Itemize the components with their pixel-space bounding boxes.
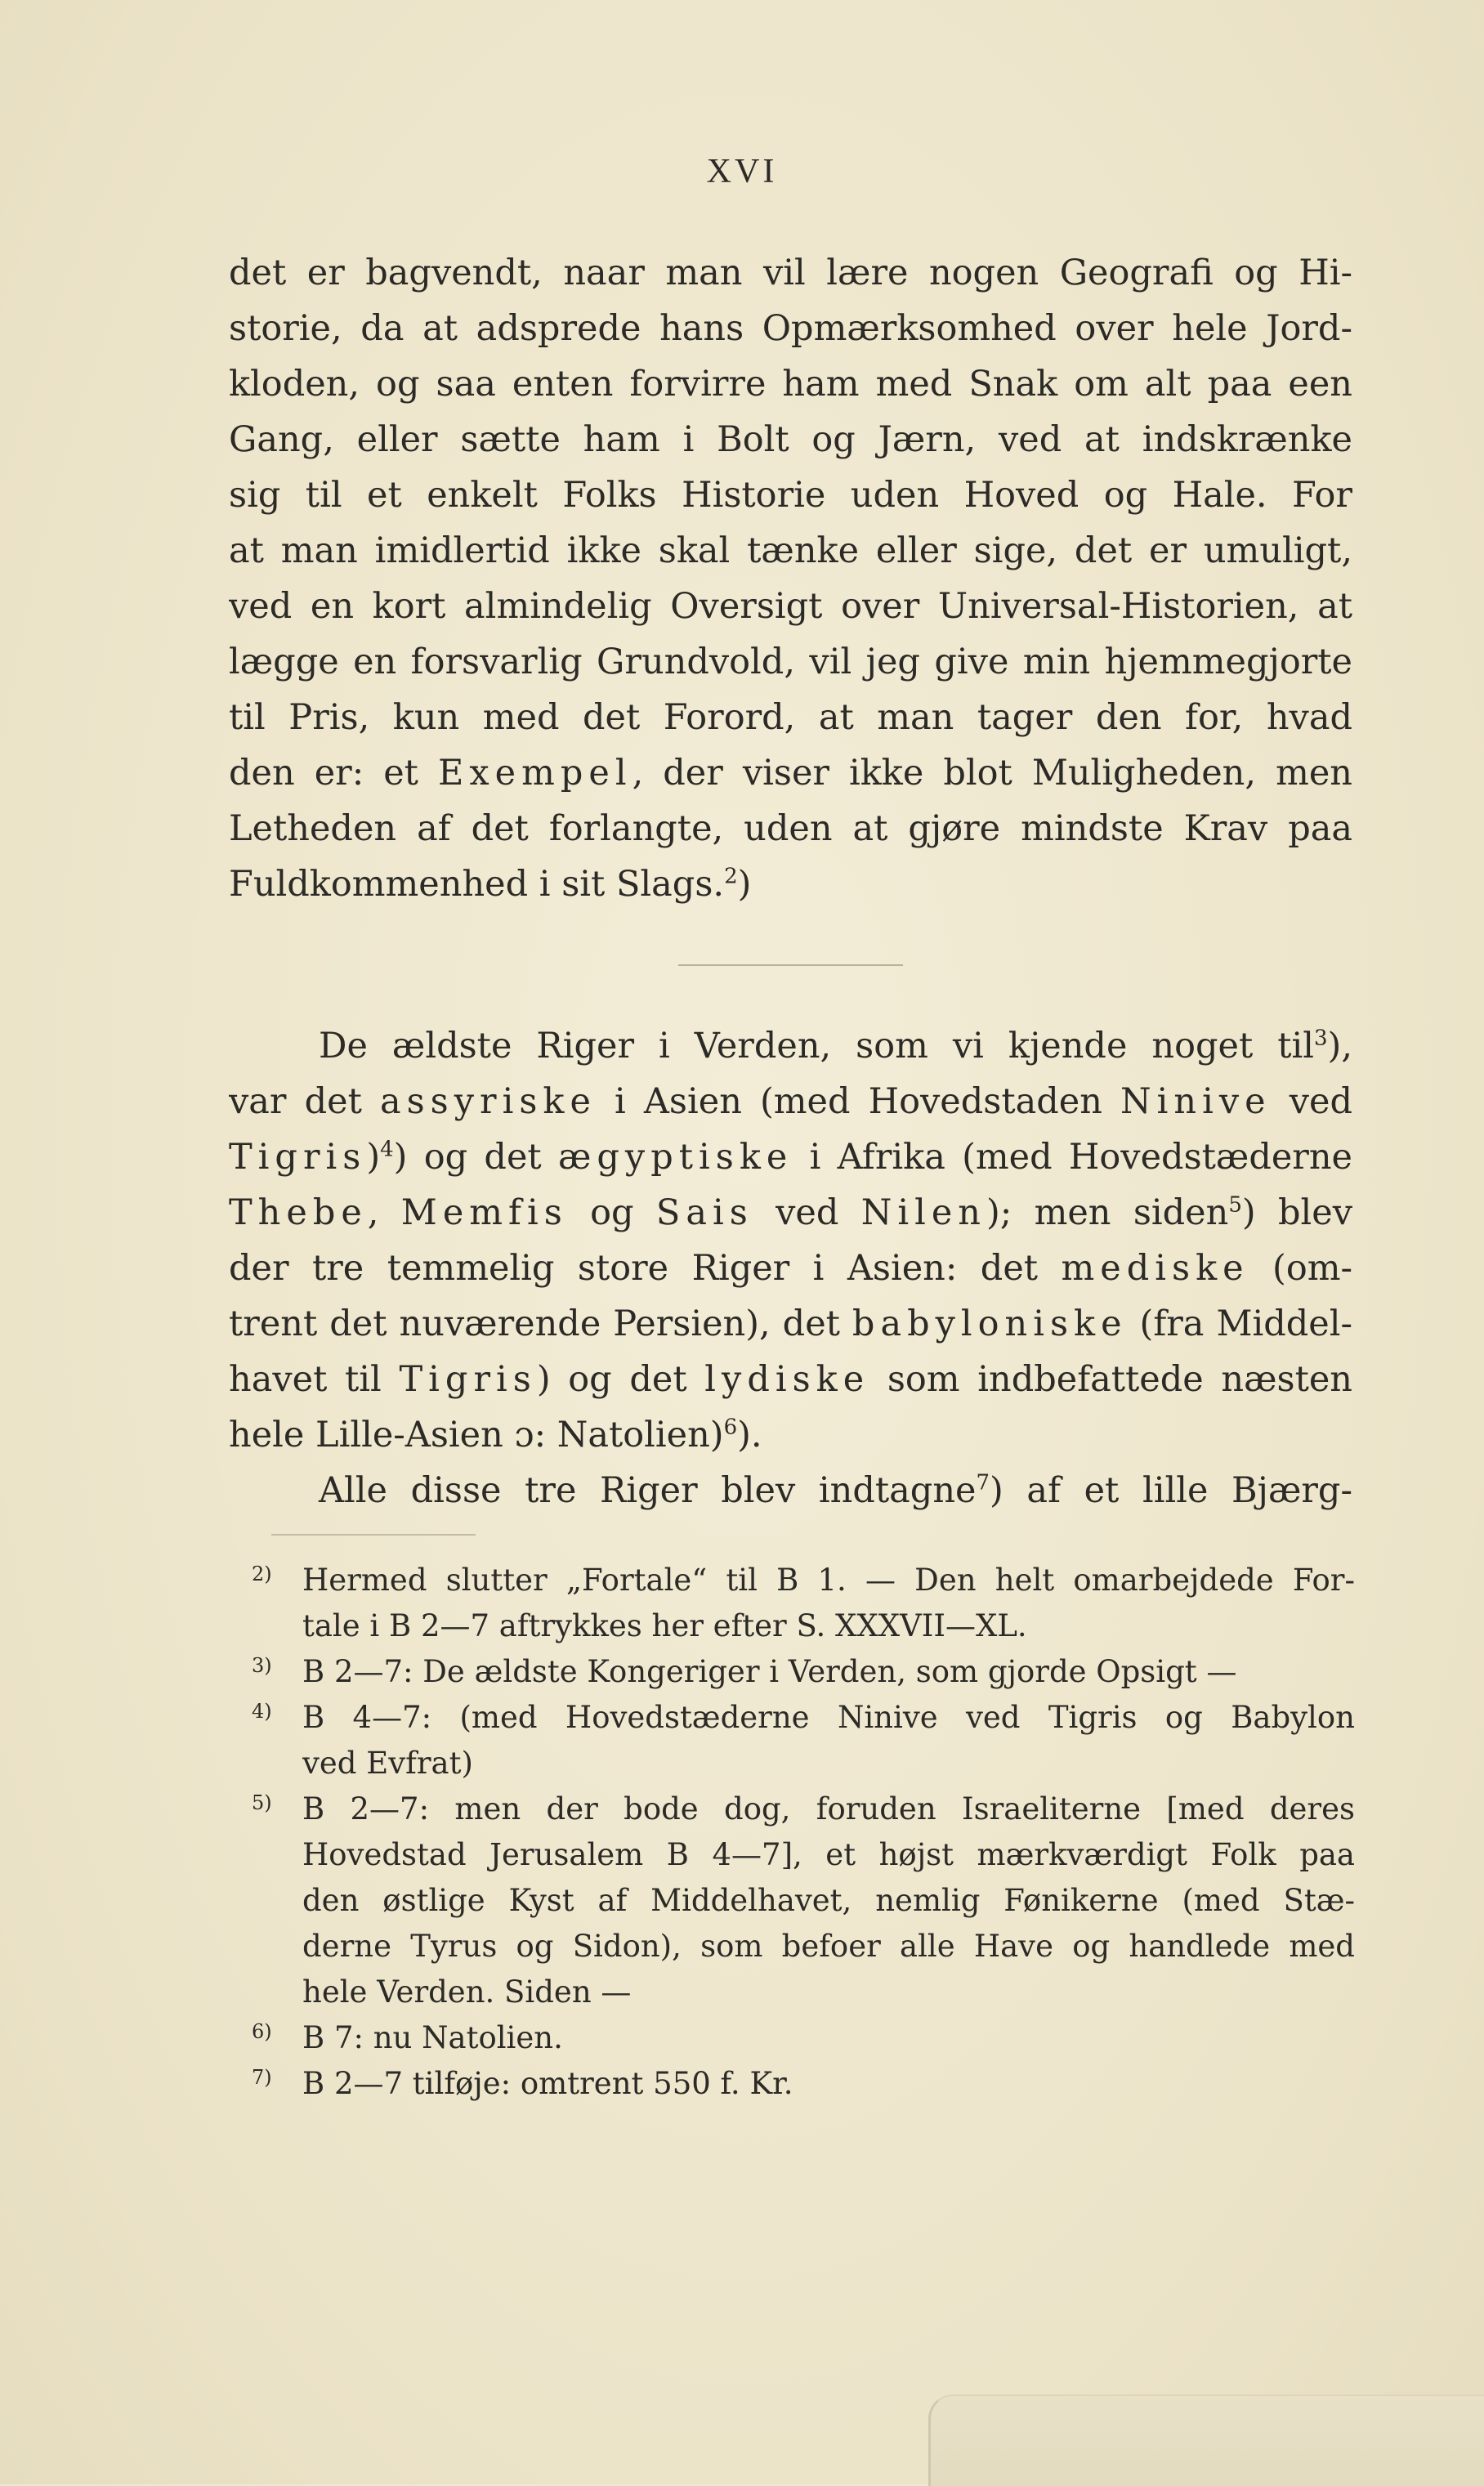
text-line: Tigris)$^4$) og det ægyptiske i Afrika (med Hovedstæderne [229,1137,1352,1178]
footnote-line: ved Evfrat) [302,1746,473,1781]
footnote-mark: 6) [252,2020,272,2043]
text-line: den er: et Exempel, der viser ikke blot Muligheden, men [229,753,1352,794]
text-line: kloden, og saa enten forvirre ham med Snak om alt paa een [229,364,1352,405]
footnote-5 [252,1786,1355,2015]
text-line: sig til et enkelt Folks Historie uden Hoved og Hale. For [229,475,1352,516]
text-line: der tre temmelig store Riger i Asien: det mediske (om- [229,1248,1352,1289]
text-line: var det assyriske i Asien (med Hovedstaden Ninive ved [229,1081,1352,1122]
paragraph-1 [229,245,1352,912]
footnote-4 [252,1695,1355,1786]
text-line: De ældste Riger i Verden, som vi kjende noget til$^3$), [319,1026,1352,1066]
footnote-line: B 4—7: (med Hovedstæderne Ninive ved Tigris og Babylon [302,1700,1355,1735]
spaced-word: Exempel [437,753,632,794]
text-line: Alle disse tre Riger blev indtagne$^7$) af et lille Bjærg- [319,1470,1352,1511]
text-line: ved en kort almindelig Oversigt over Universal-Historien, at [229,586,1352,627]
footnote-line: Hovedstad Jerusalem B 4—7], et højst mærkværdigt Folk paa [302,1837,1355,1872]
text-line: Gang, eller sætte ham i Bolt og Jærn, ved at indskrænke [229,419,1352,460]
text-line: til Pris, kun med det Forord, at man tager den for, hvad [229,697,1352,738]
footnote-line: Hermed slutter „Fortale“ til B 1. — Den helt omarbejdede For- [302,1563,1355,1598]
footnote-line: tale i B 2—7 aftrykkes her efter S. XXXVII—XL. [302,1608,1027,1643]
footnote-line: den østlige Kyst af Middelhavet, nemlig Fønikerne (med Stæ- [302,1883,1355,1918]
footnote-mark: 2) [252,1563,272,1585]
text-line: at man imidlertid ikke skal tænke eller sige, det er umuligt, [229,530,1352,571]
footnote-ref: 6 [723,1415,738,1440]
section-separator [678,964,903,966]
footnote-mark: 4) [252,1700,272,1723]
text-line: trent det nuværende Persien), det babyloniske (fra Middel- [229,1303,1352,1344]
text-line: lægge en forsvarlig Grundvold, vil jeg give min hjemmegjorte [229,642,1352,682]
footnote-ref: 7 [976,1470,990,1496]
paragraph-2 [229,1018,1352,1518]
footnote-ref: 4 [380,1137,394,1162]
footnote-mark: 3) [252,1654,272,1677]
footnote-7 [252,2061,1355,2107]
footnote-3 [252,1649,1355,1695]
text-line: storie, da at adsprede hans Opmærksomhed over hele Jord- [229,308,1352,349]
footnote-mark: 7) [252,2066,272,2089]
footnote-ref: 3 [1314,1026,1328,1051]
footnote-line: B 7: nu Natolien. [302,2020,563,2055]
footnote-mark: 5) [252,1791,272,1814]
text-line: havet til Tigris) og det lydiske som indbefattede næsten [229,1359,1352,1400]
footnote-line: B 2—7 tilføje: omtrent 550 f. Kr. [302,2066,793,2101]
footnotes [252,1558,1355,2107]
footnote-line: B 2—7: men der bode dog, foruden Israeliterne [med deres [302,1791,1355,1826]
text-line: det er bagvendt, naar man vil lære nogen Geografi og Hi- [229,253,1352,293]
footnote-2 [252,1558,1355,1649]
footnote-ref: 5 [1228,1192,1242,1218]
text-line: Fuldkommenhed i sit Slags.$^2$) [229,864,752,905]
text-line: hele Lille-Asien ɔ: Natolien)$^6$). [229,1415,762,1455]
footnote-line: derne Tyrus og Sidon), som befoer alle Have og handlede med [302,1929,1355,1964]
footnote-line: hele Verden. Siden — [302,1974,632,2010]
footnote-rule [271,1534,476,1536]
footnote-6 [252,2015,1355,2061]
page-edge-shadow [928,2394,1484,2486]
page-number: XVI [706,153,778,190]
text-line: Letheden af det forlangte, uden at gjøre mindste Krav paa [229,808,1352,849]
footnote-line: B 2—7: De ældste Kongeriger i Verden, som gjorde Opsigt — [302,1654,1237,1689]
text-line: Thebe, Memfis og Sais ved Nilen); men siden$^5$) blev [229,1192,1352,1233]
footnote-ref: 2 [724,864,738,889]
